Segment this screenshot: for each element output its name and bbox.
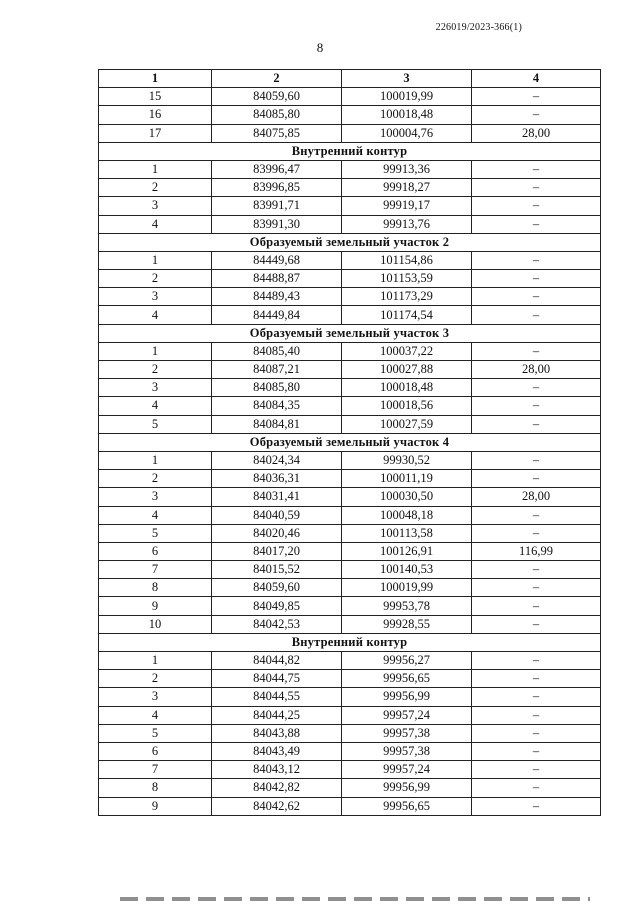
column-header: 4	[472, 70, 601, 88]
section-title: Образуемый земельный участок 4	[99, 433, 601, 451]
table-row	[99, 342, 601, 360]
table-row	[99, 542, 601, 560]
point-number-cell: 6	[99, 742, 212, 760]
x-coordinate-cell: 84040,59	[212, 506, 342, 524]
distance-cell: –	[472, 597, 601, 615]
table-row	[99, 160, 601, 178]
x-coordinate-cell: 84020,46	[212, 524, 342, 542]
distance-cell: –	[472, 561, 601, 579]
table-header-row	[99, 70, 601, 88]
x-coordinate-cell: 84031,41	[212, 488, 342, 506]
distance-cell: –	[472, 88, 601, 106]
point-number-cell: 6	[99, 542, 212, 560]
x-coordinate-cell: 84049,85	[212, 597, 342, 615]
point-number-cell: 4	[99, 506, 212, 524]
x-coordinate-cell: 84042,53	[212, 615, 342, 633]
table-row	[99, 761, 601, 779]
y-coordinate-cell: 100019,99	[342, 88, 472, 106]
point-number-cell: 16	[99, 106, 212, 124]
distance-cell: –	[472, 397, 601, 415]
y-coordinate-cell: 99913,36	[342, 160, 472, 178]
x-coordinate-cell: 84017,20	[212, 542, 342, 560]
table-row	[99, 106, 601, 124]
x-coordinate-cell: 84015,52	[212, 561, 342, 579]
y-coordinate-cell: 100140,53	[342, 561, 472, 579]
distance-cell: –	[472, 197, 601, 215]
x-coordinate-cell: 83991,71	[212, 197, 342, 215]
point-number-cell: 10	[99, 615, 212, 633]
point-number-cell: 4	[99, 706, 212, 724]
distance-cell: –	[472, 415, 601, 433]
table-row	[99, 270, 601, 288]
distance-cell: –	[472, 797, 601, 815]
y-coordinate-cell: 99956,65	[342, 797, 472, 815]
distance-cell: –	[472, 106, 601, 124]
point-number-cell: 8	[99, 779, 212, 797]
table-row	[99, 597, 601, 615]
distance-cell: –	[472, 652, 601, 670]
x-coordinate-cell: 84044,75	[212, 670, 342, 688]
x-coordinate-cell: 84059,60	[212, 579, 342, 597]
y-coordinate-cell: 99957,24	[342, 706, 472, 724]
x-coordinate-cell: 83991,30	[212, 215, 342, 233]
point-number-cell: 1	[99, 652, 212, 670]
x-coordinate-cell: 84043,88	[212, 724, 342, 742]
y-coordinate-cell: 100004,76	[342, 124, 472, 142]
y-coordinate-cell: 99956,27	[342, 652, 472, 670]
table-row	[99, 652, 601, 670]
distance-cell: –	[472, 779, 601, 797]
table-row	[99, 179, 601, 197]
point-number-cell: 1	[99, 451, 212, 469]
point-number-cell: 3	[99, 688, 212, 706]
y-coordinate-cell: 99957,24	[342, 761, 472, 779]
y-coordinate-cell: 100048,18	[342, 506, 472, 524]
distance-cell: –	[472, 524, 601, 542]
x-coordinate-cell: 84489,43	[212, 288, 342, 306]
point-number-cell: 4	[99, 397, 212, 415]
distance-cell: –	[472, 342, 601, 360]
table-row	[99, 397, 601, 415]
point-number-cell: 1	[99, 342, 212, 360]
distance-cell: 28,00	[472, 488, 601, 506]
x-coordinate-cell: 84059,60	[212, 88, 342, 106]
point-number-cell: 1	[99, 160, 212, 178]
distance-cell: 116,99	[472, 542, 601, 560]
table-row	[99, 251, 601, 269]
point-number-cell: 9	[99, 597, 212, 615]
distance-cell: –	[472, 288, 601, 306]
y-coordinate-cell: 100018,48	[342, 106, 472, 124]
column-header: 2	[212, 70, 342, 88]
section-header-row	[99, 233, 601, 251]
table-row	[99, 779, 601, 797]
table-body	[99, 88, 601, 816]
point-number-cell: 2	[99, 670, 212, 688]
point-number-cell: 3	[99, 488, 212, 506]
y-coordinate-cell: 101153,59	[342, 270, 472, 288]
distance-cell: 28,00	[472, 124, 601, 142]
y-coordinate-cell: 100027,59	[342, 415, 472, 433]
point-number-cell: 5	[99, 524, 212, 542]
y-coordinate-cell: 99956,99	[342, 688, 472, 706]
point-number-cell: 4	[99, 215, 212, 233]
y-coordinate-cell: 100030,50	[342, 488, 472, 506]
table-row	[99, 215, 601, 233]
table-row	[99, 470, 601, 488]
x-coordinate-cell: 84449,68	[212, 251, 342, 269]
distance-cell: 28,00	[472, 361, 601, 379]
y-coordinate-cell: 101173,29	[342, 288, 472, 306]
column-header: 1	[99, 70, 212, 88]
x-coordinate-cell: 84024,34	[212, 451, 342, 469]
x-coordinate-cell: 84084,81	[212, 415, 342, 433]
table-row	[99, 797, 601, 815]
y-coordinate-cell: 101154,86	[342, 251, 472, 269]
x-coordinate-cell: 83996,47	[212, 160, 342, 178]
point-number-cell: 2	[99, 270, 212, 288]
x-coordinate-cell: 84085,40	[212, 342, 342, 360]
distance-cell: –	[472, 470, 601, 488]
x-coordinate-cell: 84043,49	[212, 742, 342, 760]
x-coordinate-cell: 84044,55	[212, 688, 342, 706]
x-coordinate-cell: 84044,82	[212, 652, 342, 670]
point-number-cell: 15	[99, 88, 212, 106]
distance-cell: –	[472, 160, 601, 178]
point-number-cell: 2	[99, 179, 212, 197]
distance-cell: –	[472, 379, 601, 397]
distance-cell: –	[472, 724, 601, 742]
y-coordinate-cell: 99957,38	[342, 724, 472, 742]
table-row	[99, 506, 601, 524]
x-coordinate-cell: 84085,80	[212, 379, 342, 397]
table-row	[99, 361, 601, 379]
distance-cell: –	[472, 761, 601, 779]
distance-cell: –	[472, 579, 601, 597]
distance-cell: –	[472, 506, 601, 524]
table-row	[99, 197, 601, 215]
point-number-cell: 3	[99, 379, 212, 397]
point-number-cell: 5	[99, 724, 212, 742]
table-row	[99, 379, 601, 397]
table-row	[99, 579, 601, 597]
table-row	[99, 706, 601, 724]
x-coordinate-cell: 84085,80	[212, 106, 342, 124]
x-coordinate-cell: 84042,82	[212, 779, 342, 797]
y-coordinate-cell: 100018,48	[342, 379, 472, 397]
x-coordinate-cell: 84084,35	[212, 397, 342, 415]
page-number: 8	[316, 40, 324, 55]
y-coordinate-cell: 100113,58	[342, 524, 472, 542]
x-coordinate-cell: 84043,12	[212, 761, 342, 779]
point-number-cell: 2	[99, 470, 212, 488]
point-number-cell: 1	[99, 251, 212, 269]
y-coordinate-cell: 99953,78	[342, 597, 472, 615]
section-title: Образуемый земельный участок 3	[99, 324, 601, 342]
y-coordinate-cell: 99928,55	[342, 615, 472, 633]
section-title: Внутренний контур	[99, 142, 601, 160]
point-number-cell: 7	[99, 761, 212, 779]
table-row	[99, 88, 601, 106]
distance-cell: –	[472, 451, 601, 469]
y-coordinate-cell: 101174,54	[342, 306, 472, 324]
table-row	[99, 306, 601, 324]
table-row	[99, 742, 601, 760]
point-number-cell: 5	[99, 415, 212, 433]
distance-cell: –	[472, 706, 601, 724]
x-coordinate-cell: 84087,21	[212, 361, 342, 379]
point-number-cell: 2	[99, 361, 212, 379]
point-number-cell: 8	[99, 579, 212, 597]
section-header-row	[99, 633, 601, 651]
table-row	[99, 288, 601, 306]
section-title: Образуемый земельный участок 2	[99, 233, 601, 251]
x-coordinate-cell: 84036,31	[212, 470, 342, 488]
point-number-cell: 3	[99, 288, 212, 306]
distance-cell: –	[472, 251, 601, 269]
y-coordinate-cell: 100126,91	[342, 542, 472, 560]
x-coordinate-cell: 84488,87	[212, 270, 342, 288]
y-coordinate-cell: 99913,76	[342, 215, 472, 233]
x-coordinate-cell: 83996,85	[212, 179, 342, 197]
table-row	[99, 124, 601, 142]
distance-cell: –	[472, 306, 601, 324]
coordinates-table	[98, 69, 601, 816]
point-number-cell: 17	[99, 124, 212, 142]
y-coordinate-cell: 99956,99	[342, 779, 472, 797]
section-header-row	[99, 324, 601, 342]
distance-cell: –	[472, 215, 601, 233]
y-coordinate-cell: 99956,65	[342, 670, 472, 688]
x-coordinate-cell: 84042,62	[212, 797, 342, 815]
table-row	[99, 724, 601, 742]
table-row	[99, 451, 601, 469]
column-header: 3	[342, 70, 472, 88]
x-coordinate-cell: 84449,84	[212, 306, 342, 324]
document-id: 226019/2023-366(1)	[435, 22, 522, 33]
section-title: Внутренний контур	[99, 633, 601, 651]
x-coordinate-cell: 84044,25	[212, 706, 342, 724]
distance-cell: –	[472, 670, 601, 688]
section-header-row	[99, 142, 601, 160]
distance-cell: –	[472, 742, 601, 760]
y-coordinate-cell: 99919,17	[342, 197, 472, 215]
table-row	[99, 615, 601, 633]
y-coordinate-cell: 99918,27	[342, 179, 472, 197]
scan-artifact	[120, 897, 590, 901]
distance-cell: –	[472, 270, 601, 288]
table-row	[99, 561, 601, 579]
y-coordinate-cell: 100019,99	[342, 579, 472, 597]
y-coordinate-cell: 100018,56	[342, 397, 472, 415]
point-number-cell: 3	[99, 197, 212, 215]
y-coordinate-cell: 99957,38	[342, 742, 472, 760]
table-row	[99, 415, 601, 433]
table-row	[99, 488, 601, 506]
y-coordinate-cell: 100011,19	[342, 470, 472, 488]
point-number-cell: 9	[99, 797, 212, 815]
x-coordinate-cell: 84075,85	[212, 124, 342, 142]
y-coordinate-cell: 100037,22	[342, 342, 472, 360]
distance-cell: –	[472, 615, 601, 633]
section-header-row	[99, 433, 601, 451]
y-coordinate-cell: 99930,52	[342, 451, 472, 469]
point-number-cell: 4	[99, 306, 212, 324]
distance-cell: –	[472, 179, 601, 197]
distance-cell: –	[472, 688, 601, 706]
table-row	[99, 524, 601, 542]
table-row	[99, 688, 601, 706]
point-number-cell: 7	[99, 561, 212, 579]
table-row	[99, 670, 601, 688]
y-coordinate-cell: 100027,88	[342, 361, 472, 379]
